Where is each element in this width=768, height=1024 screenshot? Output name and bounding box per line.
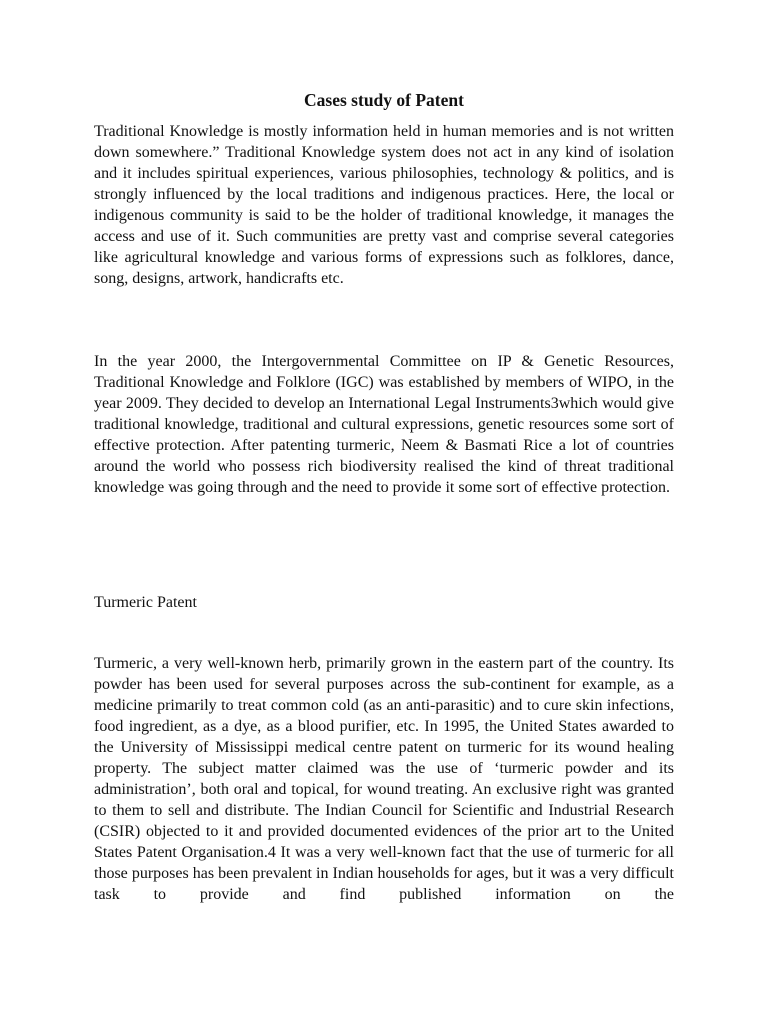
paragraph-traditional-knowledge: Traditional Knowledge is mostly information held in human memories and is not written down somewhere.” Traditional Knowledge system does not act in any kind of isolation and it includes spiritual experiences, various philosophies, technology & politics, and is strongly influenced by the local traditions and indigenous practices. Here, the local or indigenous community is said to be the holder of traditional knowledge, it manages the access and use of it. Such communities are pretty vast and comprise several categories like agricultural knowledge and various forms of expressions such as folklores, dance, song, designs, artwork, handicrafts etc. <box>94 123 674 287</box>
paragraph-turmeric: Turmeric, a very well-known herb, primarily grown in the eastern part of the country. Its powder has been used for several purposes across the sub-continent for example, as a medicine primarily to treat common cold (as an anti-parasitic) and to cure skin infections, food ingredient, as a dye, as a blood purifier, etc. In 1995, the United States awarded to the University of Mississippi medical centre patent on turmeric for its wound healing property. The subject matter claimed was the use of ‘turmeric powder and its administration’, both oral and topical, for wound treating. An exclusive right was granted to them to sell and distribute. The Indian Council for Scientific and Industrial Research (CSIR) objected to it and provided documented evidences of the prior art to the United States Patent Organisation.4 It was a very well-known fact that the use of turmeric for all those purposes has been prevalent in Indian households for ages, but it was a very difficult task to provide and find published information on the <box>94 655 674 903</box>
page-title: Cases study of Patent <box>304 90 464 110</box>
paragraph-igc-wipo: In the year 2000, the Intergovernmental Committee on IP & Genetic Resources, Traditional Knowledge and Folklore (IGC) was established by members of WIPO, in the year 2009. They decided to develop an International Legal Instruments3which would give traditional knowledge, traditional and cultural expressions, genetic resources some sort of effective protection. After patenting turmeric, Neem & Basmati Rice a lot of countries around the world who possess rich biodiversity realised the kind of threat traditional knowledge was going through and the need to provide it some sort of effective protection. <box>94 353 674 496</box>
section-heading-turmeric-patent: Turmeric Patent <box>94 594 197 611</box>
